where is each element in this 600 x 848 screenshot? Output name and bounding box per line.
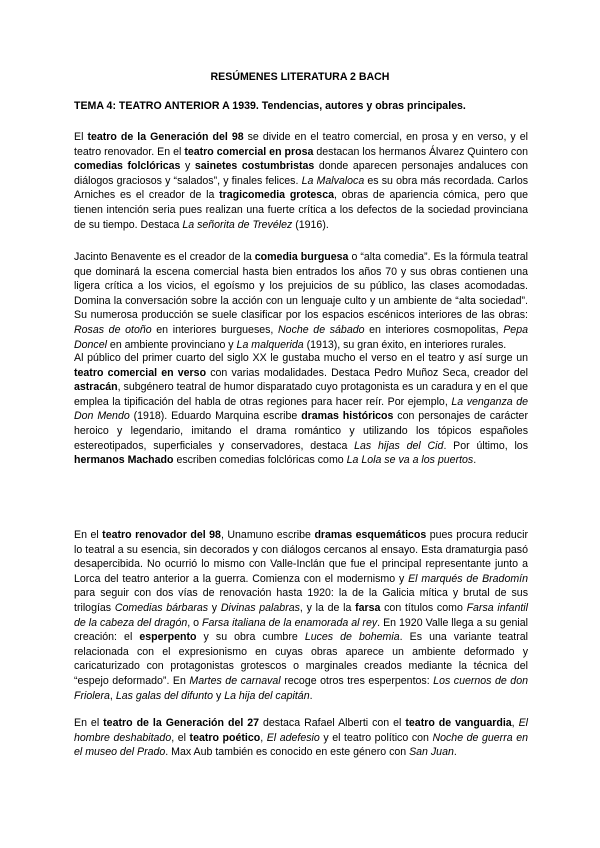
work-martes-de-carnaval: Martes de carnaval <box>189 674 281 687</box>
work-venganza-don-mendo: La venganza de Don Mendo <box>74 395 528 423</box>
work-san-juan: San Juan <box>409 746 454 759</box>
work-pepa-doncel: Pepa Doncel <box>74 323 528 351</box>
term-sainetes-costumbristas: sainetes costumbristas <box>194 160 315 173</box>
document-title: RESÚMENES LITERATURA 2 BACH <box>210 71 390 83</box>
paragraph-benavente: Jacinto Benavente es el creador de la comedia burguesa o “alta comedia”. Es la fórmula teatral que dominará la escena comercial hasta bien entrados los años 70 y sus obras contienen una ligera crítica a los vicios, el egoísmo y los prejuicios de su público, las clases acomodadas. Domina la conversación sobre la acción con un lenguaje culto y un ambiente de “alta sociedad”. Su numerosa producción se suele clasificar por los espacios escénicos interiores de las obras: Rosas de otoño en interiores burgueses, Noche de sábado en interiores cosmopolitas, Pepa Doncel en ambiente provinciano y La malquerida (1913), su gran éxito, en interiores rurales. <box>74 251 528 351</box>
paragraph-teatro-verso: Al público del primer cuarto del siglo XX le gustaba mucho el verso en el teatro y así surge un teatro comercial en verso con varias modalidades. Destaca Pedro Muñoz Seca, creador del astracán, subgénero teatral de humor disparatado cuyo protagonista es un caradura y en el que emplea la tipificación del habla de otras regiones para hacer reír. Por ejemplo, La venganza de Don Mendo (1918). Eduardo Marquina escribe dramas históricos con personajes de carácter heroico y legendario, imitando el drama romántico y utilizando los tópicos españoles estereotipados, superficiales y conservadores, destaca Las hijas del Cid. Por último, los hermanos Machado escriben comedias folclóricas como La Lola se va a los puertos. <box>74 352 528 467</box>
term-teatro-vanguardia: teatro de vanguardia <box>405 717 512 729</box>
work-farsa-infantil: Farsa infantil de la cabeza del dragón <box>74 601 528 629</box>
term-teatro-comercial-verso: teatro comercial en verso <box>74 366 207 379</box>
term-teatro-comercial-prosa: teatro comercial en prosa <box>184 145 314 158</box>
term-astracan: astracán <box>74 381 118 394</box>
work-hijas-del-cid: Las hijas del Cid <box>354 439 444 452</box>
work-galas-del-difunto: Las galas del difunto <box>115 689 213 702</box>
paragraph-generacion-27: En el teatro de la Generación del 27 destaca Rafael Alberti con el teatro de vanguardia, El hombre deshabitado, el teatro poético, El adefesio y el teatro político con Noche de guerra en el museo del Prado. Max Aub también es conocido en este género con San Juan. <box>74 717 528 759</box>
document-subtitle: TEMA 4: TEATRO ANTERIOR A 1939. Tendencias, autores y obras principales. <box>74 100 466 112</box>
term-teatro-renovador-98: teatro renovador del 98 <box>102 529 221 541</box>
term-farsa: farsa <box>355 601 381 614</box>
term-teatro-generacion-98: teatro de la Generación del 98 <box>87 131 244 143</box>
work-la-malquerida: La malquerida <box>236 338 304 351</box>
work-noche-de-sabado: Noche de sábado <box>278 323 365 336</box>
work-el-adefesio: El adefesio <box>266 731 320 744</box>
work-divinas-palabras: Divinas palabras <box>220 601 300 614</box>
term-esperpento: esperpento <box>139 631 197 644</box>
term-teatro-poetico: teatro poético <box>189 731 261 744</box>
term-hermanos-machado: hermanos Machado <box>74 454 174 467</box>
work-rosas-de-otono: Rosas de otoño <box>74 323 152 336</box>
work-la-malvaloca: La Malvaloca <box>301 174 365 187</box>
paragraph-generacion-98: El teatro de la Generación del 98 se divide en el teatro comercial, en prosa y en verso, y el teatro renovador. En el teatro comercial en prosa destacan los hermanos Álvarez Quintero con comedias folclóricas y sainetes costumbristas donde aparecen personajes andaluces con diálogos graciosos y “salados”, y finales felices. La Malvaloca es su obra más recordada. Carlos Arniches es el creador de la tragicomedia grotesca, obras de apariencia cómica, pero que tienen intención seria pues realizan una fuerte crítica a los defectos de la sociedad provinciana de su tiempo. Destaca La señorita de Trevélez (1916). <box>74 131 529 231</box>
term-comedias-folcloricas: comedias folclóricas <box>74 160 181 173</box>
work-noche-de-guerra: Noche de guerra en el museo del Prado <box>74 731 528 759</box>
term-comedia-burguesa: comedia burguesa <box>254 251 349 263</box>
term-dramas-esquematicos: dramas esquemáticos <box>314 529 427 541</box>
work-senorita-trevelez: La señorita de Trevélez <box>182 218 293 231</box>
term-teatro-generacion-27: teatro de la Generación del 27 <box>103 717 260 729</box>
paragraph-teatro-renovador: En el teatro renovador del 98, Unamuno escribe dramas esquemáticos pues procura reducir lo teatral a su esencia, sin decorados y con diálogos cercanos al ensayo. Esta dramaturgia pasó desapercibida. No ocurrió lo mismo con Valle-Inclán que fue el principal representante junto a Lorca del teatro anterior a la guerra. Comienza con el modernismo y El marqués de Bradomín para seguir con dos vías de renovación hasta 1920: la de la Galicia mítica y brutal de sus trilogías Comedias bárbaras y Divinas palabras, y la de la farsa con títulos como Farsa infantil de la cabeza del dragón, o Farsa italiana de la enamorada al rey. En 1920 Valle llega a su genial creación: el esperpento y su obra cumbre Luces de bohemia. Es una variante teatral relacionada con el expresionismo en cuyas obras aparece un ambiente deformado y caricaturizado con protagonistas grotescos o marginales creados mediante la técnica del “espejo deformado”. En Martes de carnaval recoge otros tres esperpentos: Los cuernos de don Friolera, Las galas del difunto y La hija del capitán. <box>74 529 529 702</box>
work-hombre-deshabitado: El hombre deshabitado <box>74 717 528 744</box>
work-cuernos-don-friolera: Los cuernos de don Friolera <box>74 674 528 702</box>
work-lola-se-va: La Lola se va a los puertos <box>346 454 474 467</box>
work-marques-bradomin: El marqués de Bradomín <box>408 572 528 585</box>
work-hija-del-capitan: La hija del capitán <box>224 689 310 702</box>
work-comedias-barbaras: Comedias bárbaras <box>114 601 209 614</box>
term-dramas-historicos: dramas históricos <box>301 410 394 423</box>
work-farsa-italiana: Farsa italiana de la enamorada al rey <box>202 616 378 629</box>
term-tragicomedia-grotesca: tragicomedia grotesca <box>219 189 334 202</box>
work-luces-de-bohemia: Luces de bohemia <box>304 631 400 644</box>
